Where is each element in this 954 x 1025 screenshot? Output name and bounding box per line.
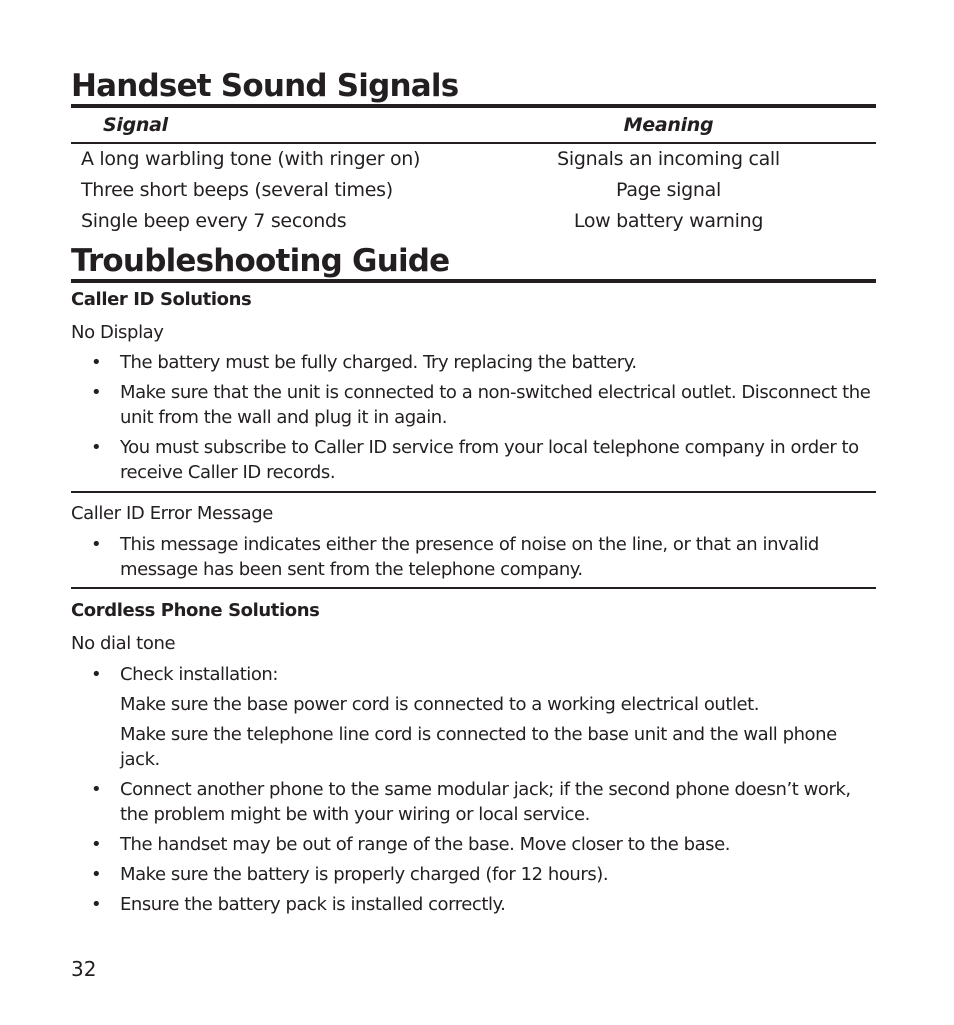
bullet-icon: • bbox=[91, 834, 102, 855]
list-item bbox=[71, 862, 876, 887]
bullet-icon: • bbox=[91, 664, 102, 685]
list-item-text: Make sure that the unit is connected to a non-switched electrical outlet. Disconnect the unit from the wall and plug it in again. bbox=[120, 382, 871, 428]
bullet-icon: • bbox=[91, 352, 102, 373]
problem-label-no-display: No Display bbox=[71, 322, 164, 343]
column-header-signal: Signal bbox=[103, 114, 168, 136]
list-item-text: Make sure the battery is properly charged (for 12 hours). bbox=[120, 864, 609, 885]
meaning-cell: Page signal bbox=[616, 179, 721, 201]
sound-signals-table bbox=[71, 108, 876, 239]
column-header-meaning: Meaning bbox=[623, 114, 714, 136]
list-item bbox=[71, 532, 876, 582]
table-header bbox=[71, 108, 876, 144]
list-item bbox=[71, 350, 876, 375]
bullet-icon: • bbox=[91, 779, 102, 800]
list-item bbox=[71, 892, 876, 917]
list-item bbox=[71, 435, 876, 485]
signal-cell: A long warbling tone (with ringer on) bbox=[81, 148, 421, 170]
solution-list bbox=[71, 532, 876, 582]
list-item bbox=[71, 662, 876, 687]
bullet-icon: • bbox=[91, 864, 102, 885]
bullet-icon: • bbox=[91, 534, 102, 555]
check-line: Make sure the telephone line cord is connected to the base unit and the wall phone jack. bbox=[120, 724, 837, 770]
list-item-text: Check installation: bbox=[120, 664, 278, 685]
list-item-text: Connect another phone to the same modular jack; if the second phone doesn’t work, the problem might be with your wiring or local service. bbox=[120, 779, 851, 825]
list-item-text: This message indicates either the presence of noise on the line, or that an invalid message has been sent from the telephone company. bbox=[120, 534, 819, 580]
divider bbox=[71, 491, 876, 493]
meaning-cell: Signals an incoming call bbox=[557, 148, 780, 170]
page-number: 32 bbox=[71, 957, 97, 981]
section-title-troubleshooting: Troubleshooting Guide bbox=[71, 243, 876, 283]
bullet-icon: • bbox=[91, 437, 102, 458]
solution-list bbox=[71, 350, 876, 485]
meaning-cell: Low battery warning bbox=[573, 210, 764, 232]
list-item bbox=[71, 777, 876, 827]
solution-list bbox=[71, 662, 876, 687]
table-row bbox=[71, 146, 876, 177]
problem-label-no-dial-tone: No dial tone bbox=[71, 633, 176, 654]
bullet-icon: • bbox=[91, 382, 102, 403]
subsection-heading-caller-id: Caller ID Solutions bbox=[71, 289, 252, 310]
table-row bbox=[71, 177, 876, 208]
list-item-text: Ensure the battery pack is installed correctly. bbox=[120, 894, 506, 915]
problem-label-caller-id-error: Caller ID Error Message bbox=[71, 503, 273, 524]
subsection-heading-cordless: Cordless Phone Solutions bbox=[71, 600, 320, 621]
list-item bbox=[71, 380, 876, 430]
page-content bbox=[71, 68, 876, 917]
section-title-sound-signals: Handset Sound Signals bbox=[71, 68, 876, 108]
bullet-icon: • bbox=[91, 894, 102, 915]
solution-list bbox=[71, 777, 876, 917]
check-line: Make sure the base power cord is connected to a working electrical outlet. bbox=[120, 694, 760, 715]
list-item-text: The battery must be fully charged. Try replacing the battery. bbox=[120, 352, 637, 373]
divider bbox=[71, 587, 876, 589]
list-item-text: You must subscribe to Caller ID service from your local telephone company in order to receive Caller ID records. bbox=[120, 437, 859, 483]
signal-cell: Three short beeps (several times) bbox=[81, 179, 393, 201]
table-row bbox=[71, 208, 876, 239]
signal-cell: Single beep every 7 seconds bbox=[81, 210, 347, 232]
list-item bbox=[71, 832, 876, 857]
list-item-text: The handset may be out of range of the base. Move closer to the base. bbox=[120, 834, 730, 855]
